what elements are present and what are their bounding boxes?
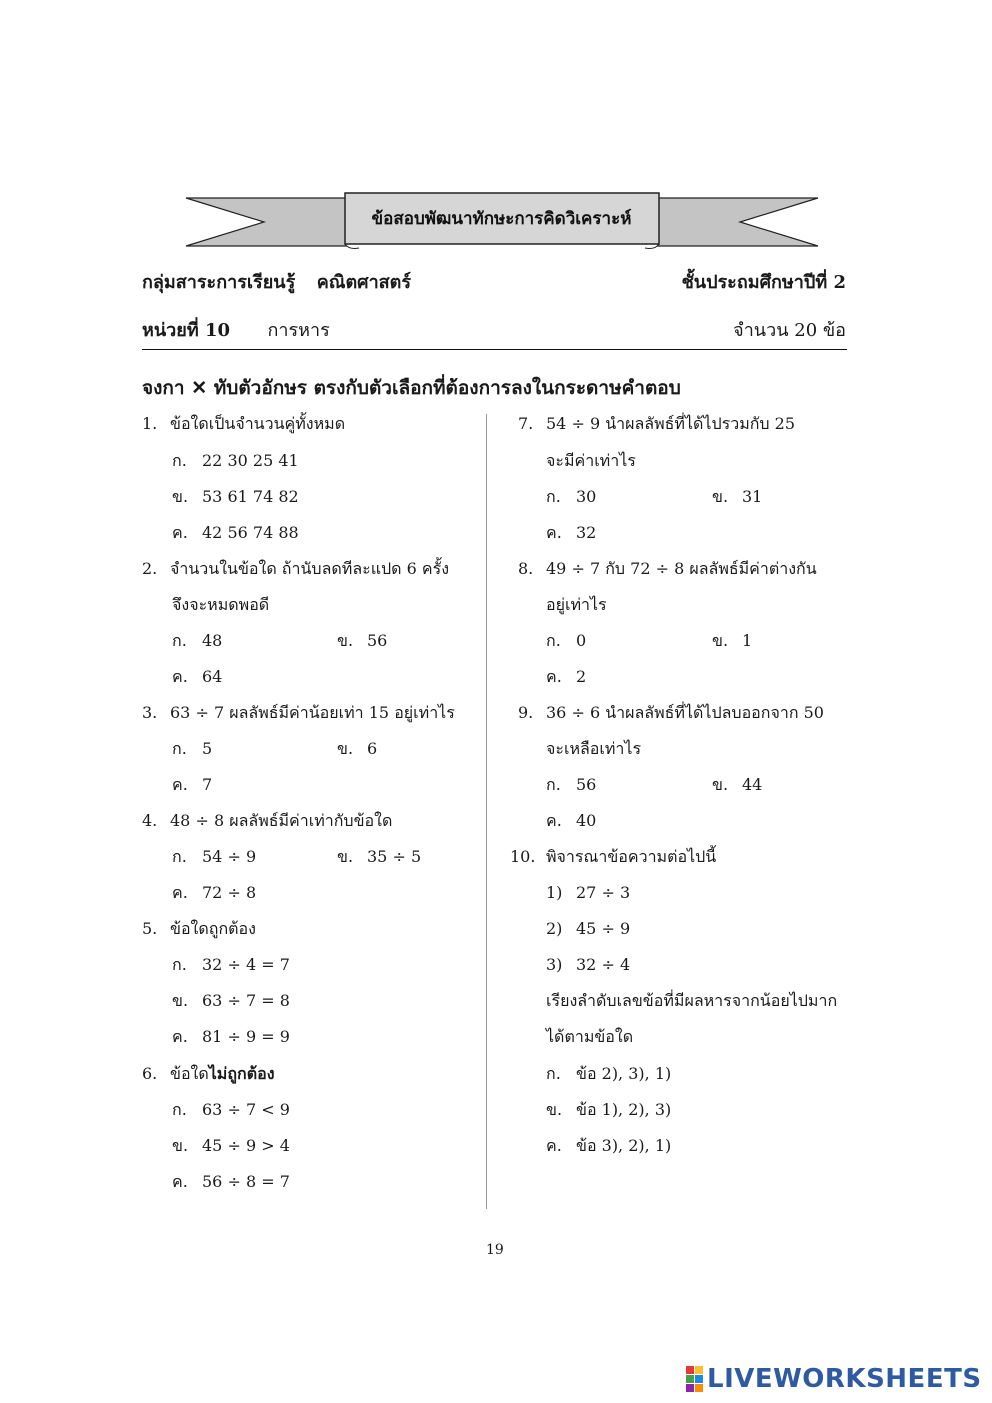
q4-option-c[interactable]: ค. 72 ÷ 8 xyxy=(172,883,257,902)
question-text: 48 ÷ 8 ผลลัพธ์มีค่าเท่ากับข้อใด xyxy=(170,811,393,830)
q4-option-b[interactable]: ข. 35 ÷ 5 xyxy=(337,847,422,866)
q8-option-b[interactable]: ข. 1 xyxy=(712,631,753,650)
question-10-line3: ได้ตามข้อใด xyxy=(546,1027,634,1046)
q3-option-b[interactable]: ข. 6 xyxy=(337,739,378,758)
question-7: 7. 54 ÷ 9 นำผลลัพธ์ที่ได้ไปรวมกับ 25 xyxy=(518,414,796,433)
q2-option-b[interactable]: ข. 56 xyxy=(337,631,388,650)
question-4: 4. 48 ÷ 8 ผลลัพธ์มีค่าเท่ากับข้อใด xyxy=(142,811,393,830)
q8-option-c[interactable]: ค. 2 xyxy=(546,667,587,686)
question-text: จำนวนในข้อใด ถ้านับลดทีละแปด 6 ครั้ง xyxy=(170,559,450,578)
question-text: 54 ÷ 9 นำผลลัพธ์ที่ได้ไปรวมกับ 25 xyxy=(546,414,796,433)
subject-row xyxy=(142,271,411,295)
q7-option-b[interactable]: ข. 31 xyxy=(712,487,763,506)
question-text: พิจารณาข้อความต่อไปนี้ xyxy=(546,847,717,866)
unit-row xyxy=(142,319,330,343)
q7-option-c[interactable]: ค. 32 xyxy=(546,523,597,542)
q9-option-b[interactable]: ข. 44 xyxy=(712,775,763,794)
question-2: 2. จำนวนในข้อใด ถ้านับลดทีละแปด 6 ครั้ง xyxy=(142,559,450,578)
question-9: 9. 36 ÷ 6 นำผลลัพธ์ที่ได้ไปลบออกจาก 50 xyxy=(518,703,824,722)
question-count: จำนวน 20 ข้อ xyxy=(733,320,846,341)
question-emphasis: ไม่ถูกต้อง xyxy=(208,1064,275,1083)
q2-option-a[interactable]: ก. 48 xyxy=(172,631,223,650)
q9-option-c[interactable]: ค. 40 xyxy=(546,811,597,830)
logo-text: LIVEWORKSHEETS xyxy=(707,1364,982,1394)
q1-option-c[interactable]: ค. 42 56 74 88 xyxy=(172,523,299,542)
subject-label: กลุ่มสาระการเรียนรู้ xyxy=(142,272,296,293)
question-text: 63 ÷ 7 ผลลัพธ์มีค่าน้อยเท่า 15 อยู่เท่าไร xyxy=(170,703,455,722)
q10-option-c[interactable]: ค. ข้อ 3), 2), 1) xyxy=(546,1136,672,1155)
question-2-line2: จึงจะหมดพอดี xyxy=(172,595,270,614)
grade-label: ชั้นประถมศึกษาปีที่ 2 xyxy=(681,272,846,293)
q5-option-b[interactable]: ข. 63 ÷ 7 = 8 xyxy=(172,991,290,1010)
q1-option-b[interactable]: ข. 53 61 74 82 xyxy=(172,487,299,506)
question-1 xyxy=(142,413,345,435)
q3-option-c[interactable]: ค. 7 xyxy=(172,775,213,794)
question-text: ข้อใดเป็นจำนวนคู่ทั้งหมด xyxy=(170,414,346,433)
question-7-line2: จะมีค่าเท่าไร xyxy=(546,451,636,470)
question-8: 8. 49 ÷ 7 กับ 72 ÷ 8 ผลลัพธ์มีค่าต่างกัน xyxy=(518,559,817,578)
q6-option-c[interactable]: ค. 56 ÷ 8 = 7 xyxy=(172,1172,290,1191)
question-10-line2: เรียงลำดับเลขข้อที่มีผลหารจากน้อยไปมาก xyxy=(546,991,838,1010)
question-text: 36 ÷ 6 นำผลลัพธ์ที่ได้ไปลบออกจาก 50 xyxy=(546,703,824,722)
question-text: ข้อใด xyxy=(170,1064,209,1083)
q6-option-b[interactable]: ข. 45 ÷ 9 > 4 xyxy=(172,1136,290,1155)
q10-option-a[interactable]: ก. ข้อ 2), 3), 1) xyxy=(546,1064,672,1083)
unit-label: หน่วยที่ 10 xyxy=(142,320,231,341)
q5-option-c[interactable]: ค. 81 ÷ 9 = 9 xyxy=(172,1027,290,1046)
q4-option-a[interactable]: ก. 54 ÷ 9 xyxy=(172,847,257,866)
q3-option-a[interactable]: ก. 5 xyxy=(172,739,213,758)
column-divider xyxy=(486,414,487,1209)
q5-option-a[interactable]: ก. 32 ÷ 4 = 7 xyxy=(172,955,290,974)
instruction: จงกา ✕ ทับตัวอักษร ตรงกับตัวเลือกที่ต้องการลงในกระดาษคำตอบ xyxy=(142,377,681,399)
q7-option-a[interactable]: ก. 30 xyxy=(546,487,597,506)
question-10: 10. พิจารณาข้อความต่อไปนี้ xyxy=(510,847,717,866)
worksheet-title: ข้อสอบพัฒนาทักษะการคิดวิเคราะห์ xyxy=(371,208,632,229)
q6-option-a[interactable]: ก. 63 ÷ 7 < 9 xyxy=(172,1100,290,1119)
page-number: 19 xyxy=(486,1242,504,1258)
q10-statement-1: 1) 27 ÷ 3 xyxy=(546,883,631,902)
q2-option-c[interactable]: ค. 64 xyxy=(172,667,223,686)
question-9-line2: จะเหลือเท่าไร xyxy=(546,739,642,758)
question-number: 1. xyxy=(142,414,158,433)
q10-statement-3: 3) 32 ÷ 4 xyxy=(546,955,631,974)
q10-statement-2: 2) 45 ÷ 9 xyxy=(546,919,631,938)
q10-option-b[interactable]: ข. ข้อ 1), 2), 3) xyxy=(546,1100,672,1119)
unit-value: การหาร xyxy=(267,320,330,341)
header-divider xyxy=(142,349,847,350)
liveworksheets-logo xyxy=(686,1364,982,1394)
question-6: 6. ข้อใดไม่ถูกต้อง xyxy=(142,1064,275,1083)
question-3: 3. 63 ÷ 7 ผลลัพธ์มีค่าน้อยเท่า 15 อยู่เท่าไร xyxy=(142,703,455,722)
question-text: ข้อใดถูกต้อง xyxy=(170,919,256,938)
subject-value: คณิตศาสตร์ xyxy=(316,272,412,293)
question-text: 49 ÷ 7 กับ 72 ÷ 8 ผลลัพธ์มีค่าต่างกัน xyxy=(546,559,817,578)
question-5: 5. ข้อใดถูกต้อง xyxy=(142,919,256,938)
q8-option-a[interactable]: ก. 0 xyxy=(546,631,587,650)
question-8-line2: อยู่เท่าไร xyxy=(546,595,607,614)
q9-option-a[interactable]: ก. 56 xyxy=(546,775,597,794)
q1-option-a[interactable]: ก. 22 30 25 41 xyxy=(172,451,299,470)
logo-grid-icon xyxy=(686,1366,703,1392)
